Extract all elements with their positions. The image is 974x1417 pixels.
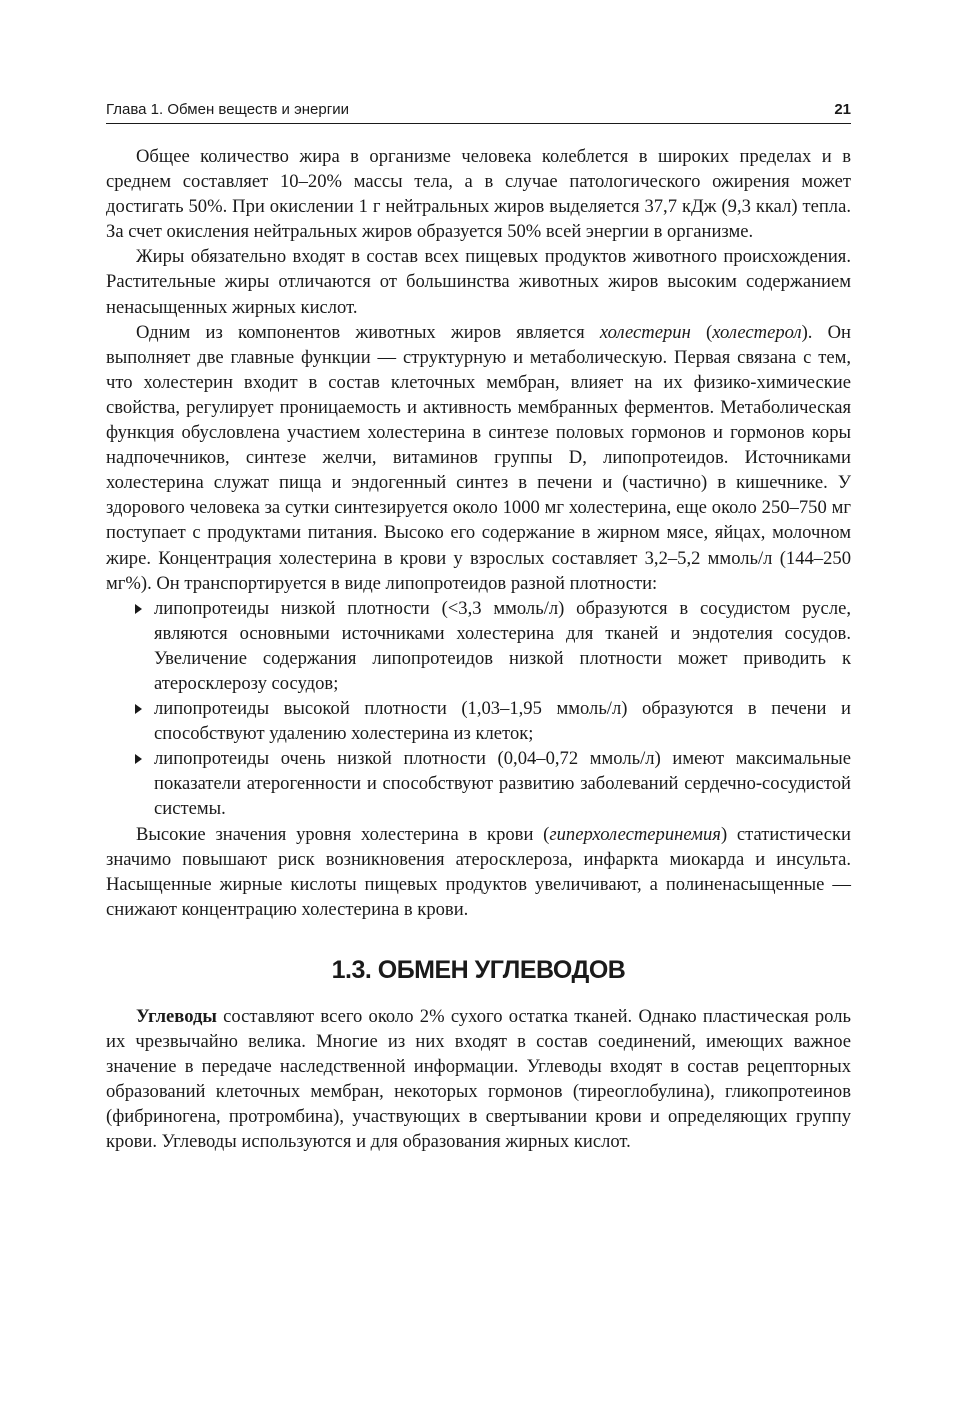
text-span: составляют всего около 2% сухого остатка тканей. Однако пластическая роль их чрезвычайно велика. Многие из них входят в состав соединений, имеющих важное значение в передаче наследственной информации. Углеводы входят в состав рецепторных образований клеточных мембран, некоторых гормонов (тиреоглобулина), гликопротеинов (фибриногена, протромбина), участвующих в свертывании крови и определяющих группу крови. Углеводы используются и для образования жирных кислот. bbox=[106, 1005, 851, 1153]
running-header bbox=[106, 100, 851, 124]
text-span: Одним из компонентов животных жиров является bbox=[136, 321, 600, 343]
paragraph-carbohydrates bbox=[106, 1004, 851, 1155]
paragraph-hypercholesterolemia bbox=[106, 822, 851, 922]
text-span: ). Он выполняет две главные функции — структурную и метаболическую. Первая связана с тем, что холестерин входит в состав клеточных мембран, влияет на их физико-химические свойства, регулирует проницаемость и активность мембранных ферментов. Метаболическая функция обусловлена участием холестерина в синтезе половых гормонов и гормонов коры надпочечников, синтезе желчи, витаминов группы D, липопротеидов. Источниками холестерина служат пища и эндогенный синтез в печени и (частично) в кишечнике. У здорового человека за сутки синтезируется около 1000 мг холестерина, еще около 250–750 мг поступает с продуктами питания. Высоко его содержание в жирном мясе, яйцах, молочном жире. Концентрация холестерина в крови у взрослых составляет 3,2–5,2 ммоль/л (144–250 мг%). Он транспортируется в виде липопротеидов разной плотности: bbox=[106, 321, 851, 594]
term-carbohydrates: Углеводы bbox=[136, 1005, 217, 1027]
page-number: 21 bbox=[834, 101, 851, 118]
triangle-bullet-icon bbox=[135, 754, 142, 764]
term-cholesterol-alt: холестерол bbox=[712, 321, 802, 343]
text-span: ) статистически значимо повышают риск возникновения атеросклероза, инфаркта миокарда и инсульта. Насыщенные жирные кислоты пищевых продуктов увеличивают, а полиненасыщенные — снижают концентрацию холестерина в крови. bbox=[106, 823, 851, 920]
term-hypercholesterolemia: гиперхолестеринемия bbox=[549, 823, 721, 845]
list-item-text: липопротеиды очень низкой плотности (0,04–0,72 ммоль/л) имеют максимальные показатели атерогенности и способствуют развитию заболеваний сердечно-сосудистой системы. bbox=[154, 748, 851, 820]
text-span: Высокие значения уровня холестерина в крови ( bbox=[136, 823, 550, 845]
triangle-bullet-icon bbox=[135, 704, 142, 714]
list-item bbox=[154, 696, 851, 746]
chapter-title: Глава 1. Обмен веществ и энергии bbox=[106, 101, 349, 118]
triangle-bullet-icon bbox=[135, 604, 142, 614]
paragraph-cholesterol bbox=[106, 320, 851, 596]
lipoprotein-list bbox=[106, 596, 851, 822]
list-item bbox=[154, 746, 851, 821]
section-heading: 1.3. ОБМЕН УГЛЕВОДОВ bbox=[331, 955, 626, 984]
book-page bbox=[106, 100, 851, 1154]
text-span: ( bbox=[690, 321, 713, 343]
paragraph-fat-sources: Жиры обязательно входят в состав всех пищевых продуктов животного происхождения. Растительные жиры отличаются от большинства животных жиров высоким содержанием ненасыщенных жирных кислот. bbox=[106, 246, 851, 318]
term-cholesterol: холестерин bbox=[599, 321, 691, 343]
body-text bbox=[106, 144, 851, 1154]
paragraph-fat-amount: Общее количество жира в организме человека колеблется в широких пределах и в среднем составляет 10–20% массы тела, а в случае патологического ожирения может достигать 50%. При окислении 1 г нейтральных жиров выделяется 37,7 кДж (9,3 ккал) тепла. За счет окисления нейтральных жиров образуется 50% всей энергии в организме. bbox=[106, 146, 851, 243]
list-item bbox=[154, 596, 851, 696]
list-item-text: липопротеиды низкой плотности (<3,3 ммоль/л) образуются в сосудистом русле, являются основными источниками холестерина для тканей и эндотелия сосудов. Увеличение содержания липопротеидов низкой плотности может приводить к атеросклерозу сосудов; bbox=[154, 597, 851, 694]
list-item-text: липопротеиды высокой плотности (1,03–1,95 ммоль/л) образуются в печени и способствуют удалению холестерина из клеток; bbox=[154, 698, 851, 745]
